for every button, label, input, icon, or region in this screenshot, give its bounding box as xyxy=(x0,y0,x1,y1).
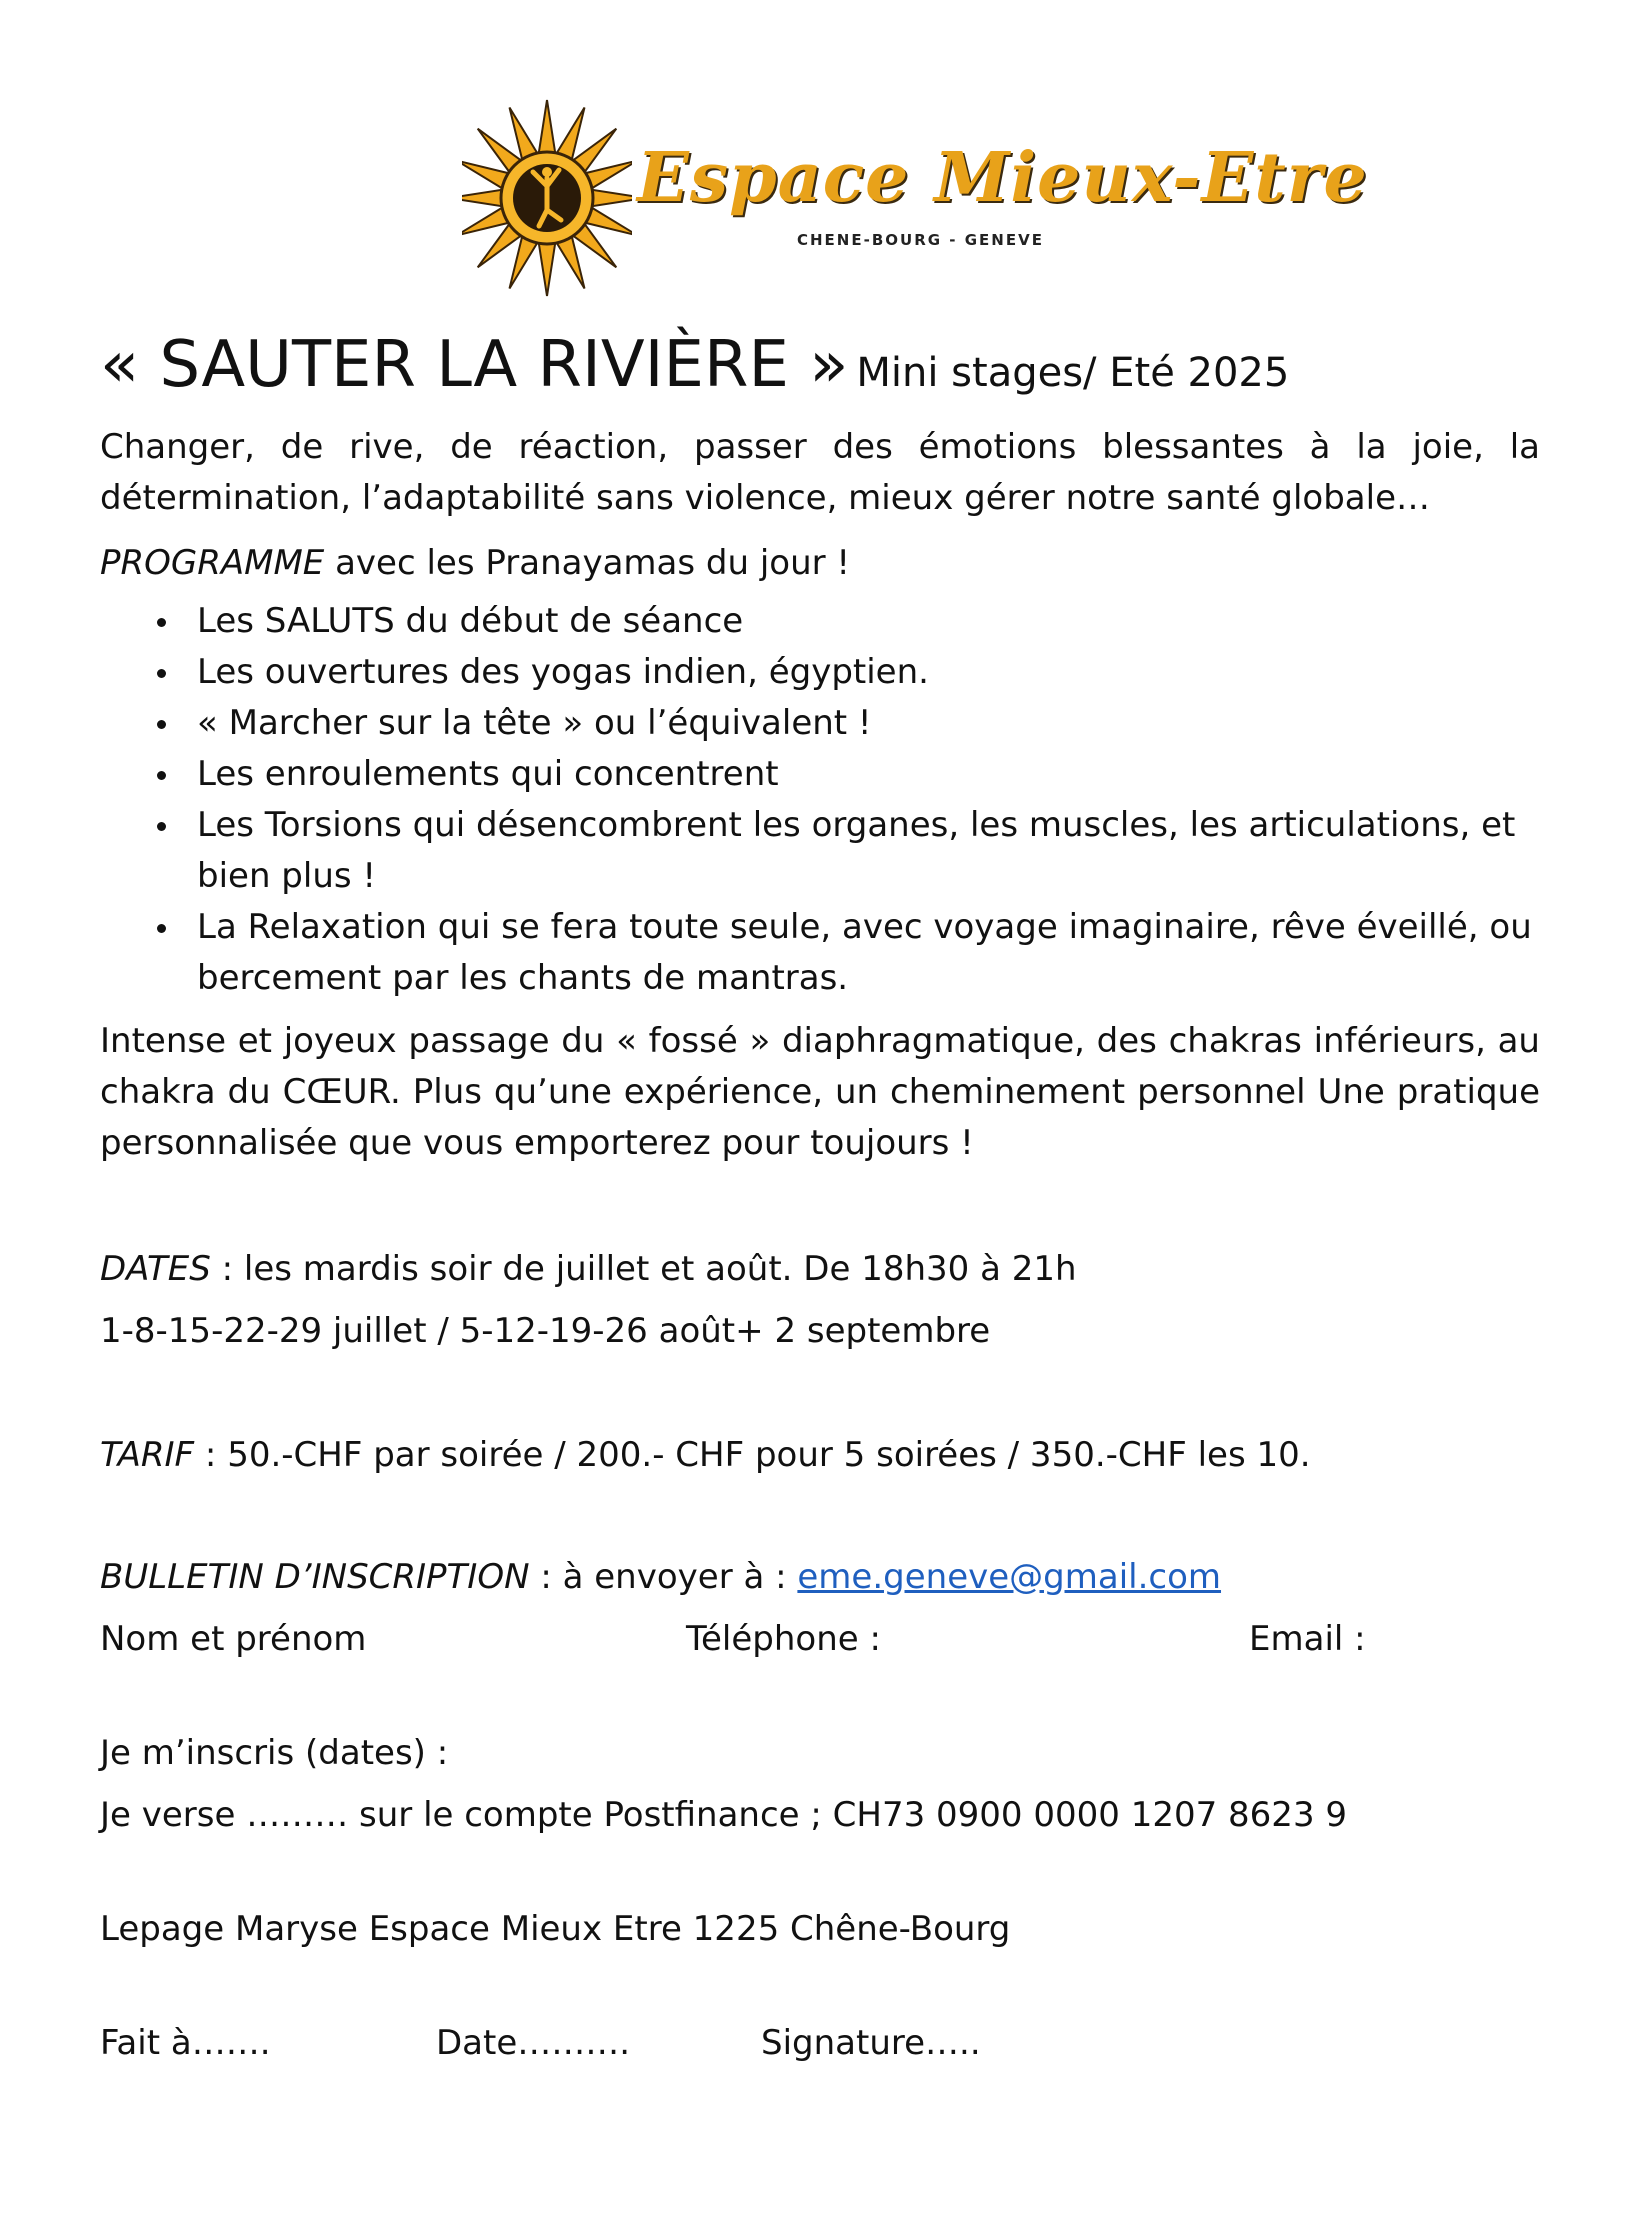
form-fields-row xyxy=(100,1614,1540,1665)
date-field: Date………. xyxy=(436,2023,631,2063)
sun-dancer-icon xyxy=(462,98,632,298)
bulletin-label: BULLETIN D’INSCRIPTION xyxy=(100,1557,530,1597)
name-field-label: Nom et prénom xyxy=(100,1619,367,1659)
signature-row xyxy=(100,2018,1540,2069)
inscription-line: Je m’inscris (dates) : xyxy=(100,1733,449,1773)
list-item: Les Torsions qui désencombrent les organes, les muscles, les articulations, et bien plus ! xyxy=(100,800,1540,902)
programme-text: avec les Pranayamas du jour ! xyxy=(324,543,851,583)
tarif-label: TARIF xyxy=(100,1435,195,1475)
list-item: Les ouvertures des yogas indien, égyptien. xyxy=(100,647,1540,698)
tarif-line xyxy=(100,1430,1540,1481)
logo-name: Espace Mieux-Etre xyxy=(637,138,1368,218)
programme-list xyxy=(100,596,1540,1004)
programme-heading xyxy=(100,538,1540,589)
list-item: Les SALUTS du début de séance xyxy=(100,596,1540,647)
dates-text: : les mardis soir de juillet et août. De 18h30 à 21h xyxy=(210,1249,1077,1289)
dates-list: 1-8-15-22-29 juillet / 5-12-19-26 août+ 2 septembre xyxy=(100,1311,991,1351)
phone-field-label: Téléphone : xyxy=(686,1619,881,1659)
logo-location: CHENE-BOURG - GENEVE xyxy=(797,231,1044,249)
programme-label: PROGRAMME xyxy=(100,543,325,583)
outro-paragraph: Intense et joyeux passage du « fossé » diaphragmatique, des chakras inférieurs, au chakra du CŒUR. Plus qu’une expérience, un cheminement personnel Une pratique personnalisée que vous emporterez pour toujours ! xyxy=(100,1021,1540,1163)
list-item: La Relaxation qui se fera toute seule, avec voyage imaginaire, rêve éveillé, ou bercement par les chants de mantras. xyxy=(100,902,1540,1004)
bulletin-text: : à envoyer à : xyxy=(529,1557,798,1597)
address-line: Lepage Maryse Espace Mieux Etre 1225 Chêne-Bourg xyxy=(100,1909,1011,1949)
list-item: Les enroulements qui concentrent xyxy=(100,749,1540,800)
logo xyxy=(462,98,1368,298)
payment-line: Je verse ……… sur le compte Postfinance ; CH73 0900 0000 1207 8623 9 xyxy=(100,1795,1348,1835)
title-main: « SAUTER LA RIVIÈRE » xyxy=(100,328,849,402)
tarif-text: : 50.-CHF par soirée / 200.- CHF pour 5 soirées / 350.-CHF les 10. xyxy=(194,1435,1311,1475)
signature-field: Signature….. xyxy=(761,2023,981,2063)
page-title xyxy=(100,328,1540,402)
email-field-label: Email : xyxy=(1249,1619,1366,1659)
email-link[interactable]: eme.geneve@gmail.com xyxy=(797,1557,1222,1597)
title-subtitle: Mini stages/ Eté 2025 xyxy=(856,350,1290,396)
intro-paragraph: Changer, de rive, de réaction, passer des émotions blessantes à la joie, la détermination, l’adaptabilité sans violence, mieux gérer notre santé globale… xyxy=(100,427,1540,518)
bulletin-line xyxy=(100,1552,1540,1603)
place-field: Fait à……. xyxy=(100,2023,271,2063)
list-item: « Marcher sur la tête » ou l’équivalent ! xyxy=(100,698,1540,749)
dates-line xyxy=(100,1244,1540,1295)
dates-label: DATES xyxy=(100,1249,211,1289)
